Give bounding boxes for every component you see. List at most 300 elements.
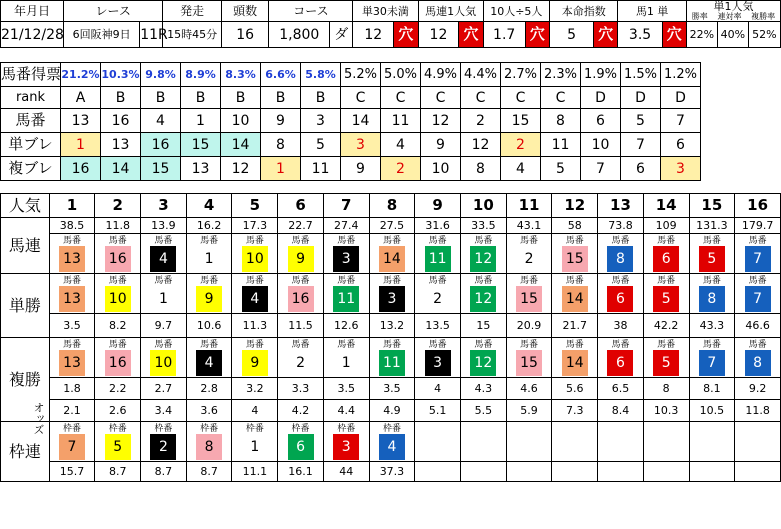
fukusho-high-odds-cell: 2.1: [49, 400, 95, 422]
ninki-cell: 11: [506, 194, 552, 218]
fukusho-low-odds-cell: 4.3: [461, 378, 507, 400]
cell-tag: 馬番: [520, 235, 539, 246]
cell-tag: 馬番: [337, 339, 356, 350]
wakuren-odds-cell: 11.1: [232, 462, 278, 482]
fukusho-number-cell: [186, 338, 232, 378]
cell-tag: 馬番: [337, 275, 356, 286]
fukusho-number-cell: [323, 338, 369, 378]
tansho-odds-cell: 13.5: [415, 314, 461, 338]
header-win-rate-label: 勝率: [691, 12, 708, 21]
tanbure-cell: 11: [541, 133, 581, 157]
horse-number-box: 15: [562, 246, 588, 272]
empty-cell: [735, 462, 781, 482]
votes-cell: 4.9%: [421, 63, 461, 87]
wakuren-odds-cell: 44: [323, 462, 369, 482]
umaren-number-cell: [369, 234, 415, 274]
fukubure-cell: 13: [181, 157, 221, 181]
votes-cell: 21.2%: [61, 63, 101, 87]
fukusho-low-odds-cell: 3.5: [369, 378, 415, 400]
fukusho-low-odds-cell: 2.2: [95, 378, 141, 400]
umaren-odds-cell: 33.5: [461, 218, 507, 234]
horse-number-box: 4: [242, 286, 268, 312]
cell-tag: 馬番: [291, 339, 310, 350]
cell-tag: 馬番: [63, 339, 82, 350]
header-date-label: 年月日: [1, 1, 64, 22]
fukusho-high-odds-cell: 4.9: [369, 400, 415, 422]
horse-number-box: 6: [607, 286, 633, 312]
ranks-cell: C: [381, 87, 421, 109]
umaren-odds-cell: 179.7: [735, 218, 781, 234]
ranks-cell: B: [301, 87, 341, 109]
fukubure-cell: 4: [501, 157, 541, 181]
row-label-umaban: 馬番: [1, 109, 61, 133]
tansho-odds-cell: 21.7: [552, 314, 598, 338]
fukusho-high-odds-cell: 4: [232, 400, 278, 422]
cell-tag: 馬番: [565, 339, 584, 350]
horse-number-box: 2: [516, 246, 542, 272]
cell-tag: 枠番: [108, 423, 127, 434]
row-label-votes: 馬番得票: [1, 63, 61, 87]
ninki-cell: 15: [689, 194, 735, 218]
ninki-cell: 8: [369, 194, 415, 218]
horse-number-box: 16: [105, 246, 131, 272]
votes-cell: 8.9%: [181, 63, 221, 87]
fukubure-cell: 16: [61, 157, 101, 181]
ranks-cell: D: [661, 87, 701, 109]
empty-cell: [689, 422, 735, 462]
uma1tan-value: 3.5: [618, 22, 662, 48]
ranks-cell: C: [501, 87, 541, 109]
horse-number-box: 12: [470, 246, 496, 272]
ranks-cell: B: [261, 87, 301, 109]
cell-tag: 馬番: [291, 275, 310, 286]
ninki-cell: 9: [415, 194, 461, 218]
fukusho-high-odds-cell: 8.4: [598, 400, 644, 422]
horse-number-box: 10: [242, 246, 268, 272]
wakuren-number-cell: [95, 422, 141, 462]
tansho-number-cell: [552, 274, 598, 314]
cell-tag: 枠番: [245, 423, 264, 434]
tanbure-cell: 16: [141, 133, 181, 157]
fukubure-cell: 5: [541, 157, 581, 181]
fukusho-low-odds-cell: 5.6: [552, 378, 598, 400]
horse-number-box: 16: [105, 350, 131, 376]
horse-number-box: 9: [196, 286, 222, 312]
cell-tag: 馬番: [382, 235, 401, 246]
umaren-odds-cell: 131.3: [689, 218, 735, 234]
votes-cell: 9.8%: [141, 63, 181, 87]
umaren-number-cell: [186, 234, 232, 274]
honmei-ana-badge: 穴: [594, 22, 618, 48]
header-fuku-rate-label: 複勝率: [751, 12, 776, 21]
waku-number-box: 1: [242, 434, 268, 460]
fukusho-number-cell: [278, 338, 324, 378]
umaban-cell: 10: [221, 109, 261, 133]
tanbure-cell: 9: [421, 133, 461, 157]
race-name: 6回阪神9日: [63, 22, 139, 48]
tansho-number-cell: [689, 274, 735, 314]
fukusho-number-cell: [415, 338, 461, 378]
fukusho-low-odds-cell: 2.8: [186, 378, 232, 400]
ranks-cell: B: [141, 87, 181, 109]
votes-cell: 1.5%: [621, 63, 661, 87]
cell-tag: 馬番: [702, 275, 721, 286]
cell-tag: 馬番: [337, 235, 356, 246]
horse-number-box: 7: [699, 350, 725, 376]
tansho-odds-cell: 11.5: [278, 314, 324, 338]
umaren-label: 馬連: [1, 218, 50, 274]
tan30-value: 12: [353, 22, 394, 48]
horse-number-box: 12: [470, 286, 496, 312]
fukusho-number-cell: [95, 338, 141, 378]
ninki-cell: 7: [323, 194, 369, 218]
tansho-odds-cell: 42.2: [643, 314, 689, 338]
tansho-odds-cell: 8.2: [95, 314, 141, 338]
cell-tag: 馬番: [108, 339, 127, 350]
cell-tag: 馬番: [657, 235, 676, 246]
rentai-rate-value: 40%: [717, 22, 748, 48]
waku-number-box: 8: [196, 434, 222, 460]
horse-number-box: 12: [470, 350, 496, 376]
tansho-odds-cell: 13.2: [369, 314, 415, 338]
cell-tag: 馬番: [63, 275, 82, 286]
umaren-number-cell: [232, 234, 278, 274]
tansho-odds-cell: 38: [598, 314, 644, 338]
waku-number-box: 2: [150, 434, 176, 460]
tansho-number-cell: [598, 274, 644, 314]
fukusho-number-cell: [643, 338, 689, 378]
umaren-odds-cell: 22.7: [278, 218, 324, 234]
ranks-cell: B: [181, 87, 221, 109]
fukusho-number-cell: [552, 338, 598, 378]
umaban-cell: 15: [501, 109, 541, 133]
cell-tag: 馬番: [611, 235, 630, 246]
tansho-odds-cell: 10.6: [186, 314, 232, 338]
umaban-cell: 8: [541, 109, 581, 133]
fukubure-cell: 2: [381, 157, 421, 181]
wakuren-number-cell: [323, 422, 369, 462]
umaren-odds-cell: 38.5: [49, 218, 95, 234]
fukusho-high-odds-cell: 10.3: [643, 400, 689, 422]
cell-tag: 馬番: [520, 275, 539, 286]
horse-number-box: 2: [288, 350, 314, 376]
ratio-value: 1.7: [483, 22, 525, 48]
fukusho-low-odds-cell: 4: [415, 378, 461, 400]
fuku-rate-value: 52%: [748, 22, 780, 48]
tansho-number-cell: [232, 274, 278, 314]
ninki-label: 人気: [1, 194, 50, 218]
votes-cell: 4.4%: [461, 63, 501, 87]
umaren-number-cell: [323, 234, 369, 274]
fukubure-cell: 9: [341, 157, 381, 181]
cell-tag: 馬番: [200, 339, 219, 350]
cell-tag: 馬番: [657, 339, 676, 350]
header-start-label: 発走: [163, 1, 222, 22]
umaren-number-cell: [415, 234, 461, 274]
umaren-odds-cell: 109: [643, 218, 689, 234]
cell-tag: 馬番: [200, 275, 219, 286]
votes-cell: 5.2%: [341, 63, 381, 87]
empty-cell: [461, 462, 507, 482]
horse-number-box: 5: [653, 286, 679, 312]
fukusho-low-odds-cell: 3.5: [323, 378, 369, 400]
horse-number-box: 5: [653, 350, 679, 376]
fukusho-high-odds-cell: 4.2: [278, 400, 324, 422]
win-rate-value: 22%: [686, 22, 717, 48]
ninki-cell: 10: [461, 194, 507, 218]
umaren-number-cell: [689, 234, 735, 274]
umaren-number-cell: [141, 234, 187, 274]
fukubure-cell: 10: [421, 157, 461, 181]
cell-tag: 馬番: [611, 275, 630, 286]
ranks-cell: D: [581, 87, 621, 109]
umaban-cell: 3: [301, 109, 341, 133]
fukusho-low-odds-cell: 1.8: [49, 378, 95, 400]
umaren-number-cell: [552, 234, 598, 274]
tansho-odds-cell: 3.5: [49, 314, 95, 338]
ranks-cell: C: [341, 87, 381, 109]
wakuren-number-cell: [232, 422, 278, 462]
empty-cell: [598, 422, 644, 462]
cell-tag: 枠番: [337, 423, 356, 434]
umaban-cell: 5: [621, 109, 661, 133]
tansho-odds-cell: 11.3: [232, 314, 278, 338]
fukusho-low-odds-cell: 8.1: [689, 378, 735, 400]
horse-number-box: 2: [425, 286, 451, 312]
fukusho-low-odds-cell: 3.3: [278, 378, 324, 400]
tansho-number-cell: [141, 274, 187, 314]
ninki-cell: 14: [643, 194, 689, 218]
votes-cell: 2.7%: [501, 63, 541, 87]
fukusho-number-cell: [141, 338, 187, 378]
start-time: 15時45分: [163, 22, 222, 48]
wakuren-number-cell: [278, 422, 324, 462]
ninki-cell: 12: [552, 194, 598, 218]
fukubure-cell: 11: [301, 157, 341, 181]
ninki-cell: 3: [141, 194, 187, 218]
tansho-odds-cell: 15: [461, 314, 507, 338]
horse-number-box: 7: [745, 286, 771, 312]
ranks-cell: B: [101, 87, 141, 109]
empty-cell: [735, 422, 781, 462]
cell-tag: 馬番: [154, 235, 173, 246]
tansho-odds-cell: 20.9: [506, 314, 552, 338]
honmei-value: 5: [549, 22, 593, 48]
cell-tag: 馬番: [154, 339, 173, 350]
horse-number-box: 7: [745, 246, 771, 272]
fukusho-number-cell: [689, 338, 735, 378]
row-label-ranks: rank: [1, 87, 61, 109]
umaban-cell: 14: [341, 109, 381, 133]
cell-tag: 馬番: [474, 275, 493, 286]
votes-cell: 1.9%: [581, 63, 621, 87]
tan30-ana-badge: 穴: [394, 22, 418, 48]
ninki-cell: 1: [49, 194, 95, 218]
empty-cell: [552, 422, 598, 462]
horse-number-box: 10: [150, 350, 176, 376]
header-count-label: 頭数: [221, 1, 269, 22]
course-type: ダ: [330, 22, 353, 48]
horse-number-box: 3: [333, 246, 359, 272]
fukubure-cell: 8: [461, 157, 501, 181]
fukusho-number-cell: [232, 338, 278, 378]
cell-tag: 馬番: [520, 339, 539, 350]
waku-number-box: 7: [59, 434, 85, 460]
votes-cell: 8.3%: [221, 63, 261, 87]
horse-number-box: 11: [425, 246, 451, 272]
fukusho-high-odds-cell: 5.5: [461, 400, 507, 422]
cell-tag: 馬番: [245, 275, 264, 286]
umaren-odds-cell: 58: [552, 218, 598, 234]
umaren-number-cell: [735, 234, 781, 274]
header-uma1tan-label: 馬1 単: [618, 1, 686, 22]
fukusho-high-odds-cell: 5.1: [415, 400, 461, 422]
ranks-cell: C: [541, 87, 581, 109]
empty-cell: [643, 422, 689, 462]
cell-tag: 馬番: [657, 275, 676, 286]
tanbure-cell: 15: [181, 133, 221, 157]
horse-number-box: 15: [516, 286, 542, 312]
horse-number-box: 14: [562, 286, 588, 312]
ranks-cell: C: [421, 87, 461, 109]
horse-number-box: 6: [653, 246, 679, 272]
wakuren-odds-cell: 8.7: [186, 462, 232, 482]
umaren-number-cell: [95, 234, 141, 274]
horse-number-box: 5: [699, 246, 725, 272]
empty-cell: [506, 422, 552, 462]
tansho-odds-cell: 9.7: [141, 314, 187, 338]
umaren-odds-cell: 73.8: [598, 218, 644, 234]
cell-tag: 枠番: [154, 423, 173, 434]
tansho-number-cell: [186, 274, 232, 314]
empty-cell: [461, 422, 507, 462]
tanbure-cell: 14: [221, 133, 261, 157]
fukusho-high-odds-cell: 4.4: [323, 400, 369, 422]
horse-number-box: 13: [59, 350, 85, 376]
empty-cell: [643, 462, 689, 482]
umaren-odds-cell: 43.1: [506, 218, 552, 234]
umaren1-ana-badge: 穴: [459, 22, 483, 48]
tansho-odds-cell: 46.6: [735, 314, 781, 338]
tansho-odds-cell: 12.6: [323, 314, 369, 338]
fukubure-cell: 7: [581, 157, 621, 181]
tanbure-cell: 3: [341, 133, 381, 157]
waku-number-box: 3: [333, 434, 359, 460]
tansho-number-cell: [369, 274, 415, 314]
wakuren-odds-cell: 16.1: [278, 462, 324, 482]
empty-cell: [689, 462, 735, 482]
cell-tag: 枠番: [382, 423, 401, 434]
horse-number-box: 16: [288, 286, 314, 312]
fukubure-cell: 15: [141, 157, 181, 181]
horse-count: 16: [221, 22, 269, 48]
fukusho-high-odds-cell: 3.6: [186, 400, 232, 422]
fukubure-cell: 1: [261, 157, 301, 181]
umaren-odds-cell: 17.3: [232, 218, 278, 234]
cell-tag: 馬番: [611, 339, 630, 350]
umaren-number-cell: [49, 234, 95, 274]
fukusho-low-odds-cell: 2.7: [141, 378, 187, 400]
fukusho-number-cell: [598, 338, 644, 378]
fukusho-high-odds-cell: 10.5: [689, 400, 735, 422]
ninki-cell: 2: [95, 194, 141, 218]
ranks-cell: A: [61, 87, 101, 109]
cell-tag: 枠番: [291, 423, 310, 434]
horse-number-box: 14: [379, 246, 405, 272]
horse-number-box: 1: [196, 246, 222, 272]
horse-number-box: 8: [607, 246, 633, 272]
header-umaren1-label: 馬連1人気: [418, 1, 483, 22]
tanbure-cell: 5: [301, 133, 341, 157]
umaban-cell: 9: [261, 109, 301, 133]
ninki-cell: 16: [735, 194, 781, 218]
votes-cell: 1.2%: [661, 63, 701, 87]
fukusho-label-text: 複勝: [8, 369, 41, 389]
umaban-cell: 1: [181, 109, 221, 133]
horse-number-box: 1: [333, 350, 359, 376]
umaban-cell: 7: [661, 109, 701, 133]
cell-tag: 馬番: [428, 235, 447, 246]
odds-table: [0, 193, 781, 482]
votes-cell: 5.0%: [381, 63, 421, 87]
fukusho-number-cell: [461, 338, 507, 378]
row-label-tanbure: 単ブレ: [1, 133, 61, 157]
horse-number-box: 11: [379, 350, 405, 376]
fukusho-number-cell: [369, 338, 415, 378]
ranks-cell: C: [461, 87, 501, 109]
votes-cell: 2.3%: [541, 63, 581, 87]
cell-tag: 馬番: [382, 339, 401, 350]
cell-tag: 枠番: [63, 423, 82, 434]
cell-tag: 馬番: [63, 235, 82, 246]
header-honmei-label: 本命指数: [549, 1, 617, 22]
fukusho-high-odds-cell: 2.6: [95, 400, 141, 422]
umaren-number-cell: [506, 234, 552, 274]
row-label-fukubure: 複ブレ: [1, 157, 61, 181]
cell-tag: 枠番: [200, 423, 219, 434]
horse-number-box: 15: [516, 350, 542, 376]
horse-number-box: 8: [699, 286, 725, 312]
tanbure-cell: 12: [461, 133, 501, 157]
tansho-number-cell: [506, 274, 552, 314]
cell-tag: 馬番: [154, 275, 173, 286]
waku-number-box: 6: [288, 434, 314, 460]
fukusho-odds-vertical-label: オッズ: [32, 402, 45, 435]
tansho-number-cell: [95, 274, 141, 314]
header-tan1ninki-cell: [686, 1, 780, 22]
cell-tag: 馬番: [748, 275, 767, 286]
umaren-odds-cell: 16.2: [186, 218, 232, 234]
wakuren-odds-cell: 8.7: [95, 462, 141, 482]
header-ratio-label: 10人÷5人: [483, 1, 549, 22]
uma1tan-ana-badge: 穴: [662, 22, 686, 48]
fukusho-high-odds-cell: 3.4: [141, 400, 187, 422]
tanbure-cell: 8: [261, 133, 301, 157]
cell-tag: 馬番: [702, 339, 721, 350]
wakuren-odds-cell: 37.3: [369, 462, 415, 482]
header-tan1ninki-label: 単1人気: [713, 0, 754, 13]
cell-tag: 馬番: [474, 235, 493, 246]
horse-number-box: 13: [59, 286, 85, 312]
wakuren-number-cell: [369, 422, 415, 462]
umaren-number-cell: [278, 234, 324, 274]
race-date: 21/12/28: [1, 22, 64, 48]
wakuren-odds-cell: 15.7: [49, 462, 95, 482]
fukusho-low-odds-cell: 6.5: [598, 378, 644, 400]
empty-cell: [415, 422, 461, 462]
umaren-odds-cell: 27.5: [369, 218, 415, 234]
tanbure-cell: 1: [61, 133, 101, 157]
